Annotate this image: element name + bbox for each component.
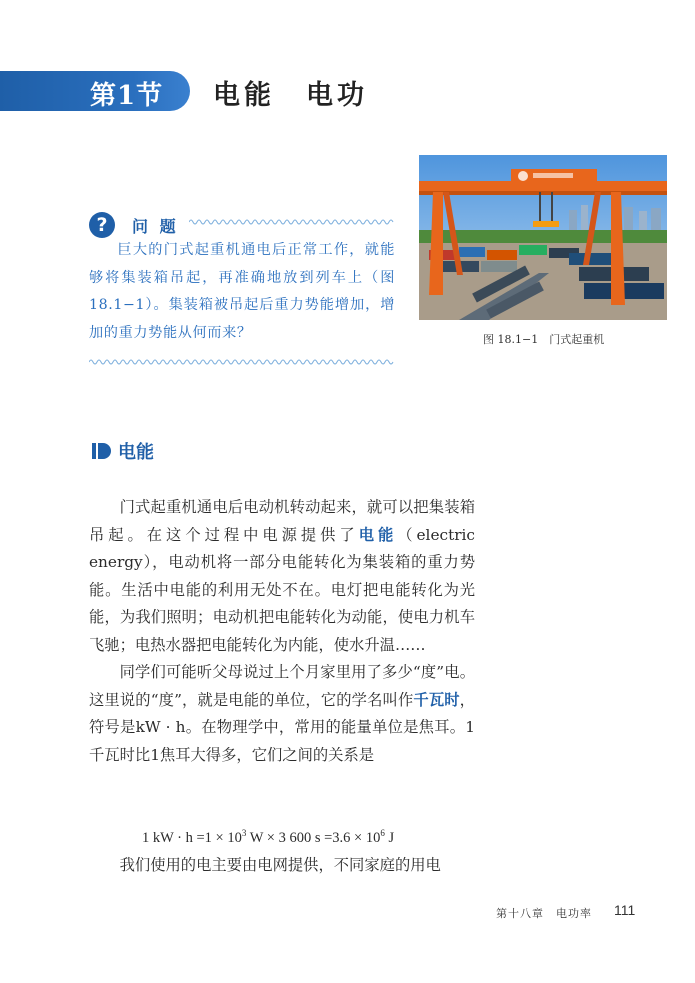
unit-conversion-formula bbox=[142, 828, 394, 847]
question-text: 巨大的门式起重机通电后正常工作，就能够将集装箱吊起，再准确地放到列车上（图 18.1−1）。集装箱被吊起后重力势能增加，增加的重力势能从何而来？ bbox=[89, 242, 395, 341]
figure-caption: 图 18.1−1 门式起重机 bbox=[483, 333, 605, 346]
wavy-divider-bottom bbox=[89, 358, 395, 366]
formula-exponent: 3 bbox=[241, 828, 247, 838]
formula-text: 1 kW · h =1 × 10 bbox=[142, 829, 242, 846]
body-continuation bbox=[89, 852, 475, 880]
subsection-title: 电能 bbox=[118, 442, 154, 463]
paragraph-text: 门式起重机通电后电动机转动起来，就可以把集装箱吊起。在这个过程中电源提供了 bbox=[89, 498, 475, 544]
page-title: 电能 电功 bbox=[213, 80, 368, 111]
subsection-heading bbox=[92, 440, 154, 462]
wavy-divider-top bbox=[189, 218, 395, 226]
formula-exponent: 6 bbox=[380, 828, 385, 838]
keyword-electric-energy: 电能 bbox=[358, 525, 398, 544]
keyword-kilowatt-hour: 千瓦时 bbox=[413, 690, 460, 709]
section-marker-icon bbox=[92, 442, 112, 460]
gantry-crane-illustration bbox=[419, 155, 667, 320]
paragraph-text: （electric energy），电动机将一部分电能转化为集装箱的重力势能。生活中电能的利用无处不在。电灯把电能转化为光能，为我们照明；电动机把电能转化为动能，使电力机车飞驰；电热水器把电能转化为内能，使水升温…… bbox=[89, 525, 475, 654]
page-number: 111 bbox=[614, 902, 636, 918]
gantry-crane-photo bbox=[419, 155, 667, 320]
question-title: 问 题 bbox=[132, 217, 179, 236]
section-label: 第1节 bbox=[90, 81, 164, 111]
paragraph-electric-energy bbox=[89, 494, 475, 659]
body-paragraphs bbox=[89, 494, 475, 769]
paragraph-power-grid: 我们使用的电主要由电网提供，不同家庭的用电 bbox=[119, 856, 441, 874]
section-badge bbox=[0, 71, 190, 111]
paragraph-text: 同学们可能听父母说过上个月家里用了多少“度”电。这里说的“度”，就是电能的单位，它的学名叫作 bbox=[89, 663, 475, 709]
paragraph-kilowatt-hour bbox=[89, 659, 475, 769]
paragraph-text: ，符号是kW · h。在物理学中，常用的能量单位是焦耳。1千瓦时比1焦耳大得多，它们之间的关系是 bbox=[89, 690, 475, 764]
formula-text: J bbox=[384, 829, 395, 846]
formula-text: W × 3 600 s =3.6 × 10 bbox=[246, 829, 381, 846]
chapter-footer: 第十八章 电功率 bbox=[496, 907, 592, 920]
question-icon: ? bbox=[89, 212, 115, 238]
